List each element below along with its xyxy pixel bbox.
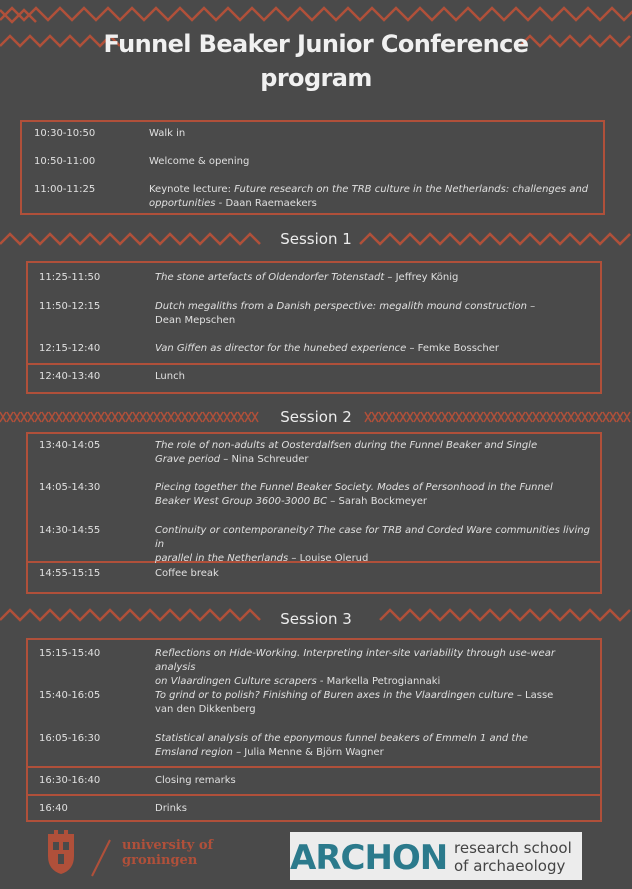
divider	[26, 766, 602, 768]
talk-author: - Markella Petrogiannaki	[316, 676, 441, 687]
time: 15:15-15:40	[39, 648, 101, 659]
talk-title-cont: parallel in the Netherlands	[155, 553, 289, 564]
time: 12:40-13:40	[39, 371, 101, 382]
talk-title-cont: Beaker West Group 3600-3000 BC	[155, 496, 328, 507]
time: 13:40-14:05	[39, 440, 101, 451]
session3-heading: Session 3	[280, 610, 352, 628]
university-line-2: groningen	[122, 853, 198, 868]
talk-author: – Julia Menne & Björn Wagner	[232, 747, 384, 758]
page-title	[0, 27, 632, 95]
break-label: Lunch	[155, 371, 185, 382]
time: 10:50-11:00	[34, 156, 96, 167]
time: 14:30-14:55	[39, 525, 101, 536]
drinks-label: Drinks	[155, 803, 187, 814]
talk-author: – Lasse	[513, 690, 554, 701]
top-zigzag-ornament	[0, 0, 632, 26]
talk-author: – Sarah Bockmeyer	[327, 496, 428, 507]
break-label: Coffee break	[155, 568, 219, 579]
time: 12:15-12:40	[39, 343, 101, 354]
talk-author: – Louise Olerud	[288, 553, 369, 564]
archon-subtitle-line-1: research school	[454, 839, 572, 857]
keynote-author: - Daan Raemaekers	[215, 198, 317, 209]
talk-title-cont: Grave period	[155, 454, 221, 465]
talk-author: – Nina Schreuder	[220, 454, 309, 465]
time: 11:00-11:25	[34, 184, 96, 195]
archon-wordmark: ARCHON	[290, 838, 448, 878]
session2-heading: Session 2	[280, 408, 352, 426]
time: 15:40-16:05	[39, 690, 101, 701]
talk-title: Reflections on Hide-Working. Interpreting inter-site variability through use-wear analysis	[155, 648, 555, 673]
title-line-2: program	[260, 64, 372, 92]
intro-row-keynote	[34, 183, 594, 213]
talk-title: Continuity or contemporaneity? The case for TRB and Corded Ware communities living in	[155, 525, 590, 550]
divider	[26, 363, 602, 365]
talk-author: Dean Mepschen	[155, 315, 236, 326]
university-name	[122, 838, 213, 868]
talk-title: To grind or to polish? Finishing of Buren axes in the Vlaardingen culture	[155, 690, 514, 701]
talk-title-cont: Emsland region	[155, 747, 233, 758]
time: 16:30-16:40	[39, 775, 101, 786]
description: Welcome & opening	[149, 156, 250, 167]
time: 16:05-16:30	[39, 733, 101, 744]
session1-heading: Session 1	[280, 230, 352, 248]
archon-logo	[290, 832, 582, 880]
keynote-title: Future research on the TRB culture in the Netherlands: challenges and	[234, 184, 589, 195]
description: Walk in	[149, 128, 186, 139]
time: 11:50-12:15	[39, 301, 101, 312]
talk-title: The role of non-adults at Oosterdalfsen during the Funnel Beaker and Single	[155, 440, 538, 451]
talk-author: – Femke Bosscher	[406, 343, 500, 354]
time: 10:30-10:50	[34, 128, 96, 139]
keynote-prefix: Keynote lecture:	[149, 184, 235, 195]
talk-author-cont: van den Dikkenberg	[155, 704, 256, 715]
talk-title: Statistical analysis of the eponymous funnel beakers of Emmeln 1 and the	[155, 733, 528, 744]
talk-title: Piecing together the Funnel Beaker Society. Modes of Personhood in the Funnel	[155, 482, 553, 493]
talk-title-cont: on Vlaardingen Culture scrapers	[155, 676, 317, 687]
university-crest-icon	[44, 830, 114, 880]
talk-title: Dutch megaliths from a Danish perspective: megalith mound construction –	[155, 301, 536, 312]
archon-subtitle	[454, 839, 582, 875]
time: 16:40	[39, 803, 68, 814]
time: 11:25-11:50	[39, 272, 101, 283]
divider	[26, 794, 602, 796]
archon-subtitle-line-2: of archaeology	[454, 857, 566, 875]
university-line-1: university of	[122, 838, 214, 853]
talk-author: – Jeffrey König	[384, 272, 459, 283]
talk-title: Van Giffen as director for the hunebed experience	[155, 343, 407, 354]
time: 14:55-15:15	[39, 568, 101, 579]
closing-label: Closing remarks	[155, 775, 236, 786]
talk-title: The stone artefacts of Oldendorfer Totenstadt	[155, 272, 385, 283]
keynote-title-cont: opportunities	[149, 198, 216, 209]
title-line-1: Funnel Beaker Junior Conference	[103, 30, 529, 58]
time: 14:05-14:30	[39, 482, 101, 493]
